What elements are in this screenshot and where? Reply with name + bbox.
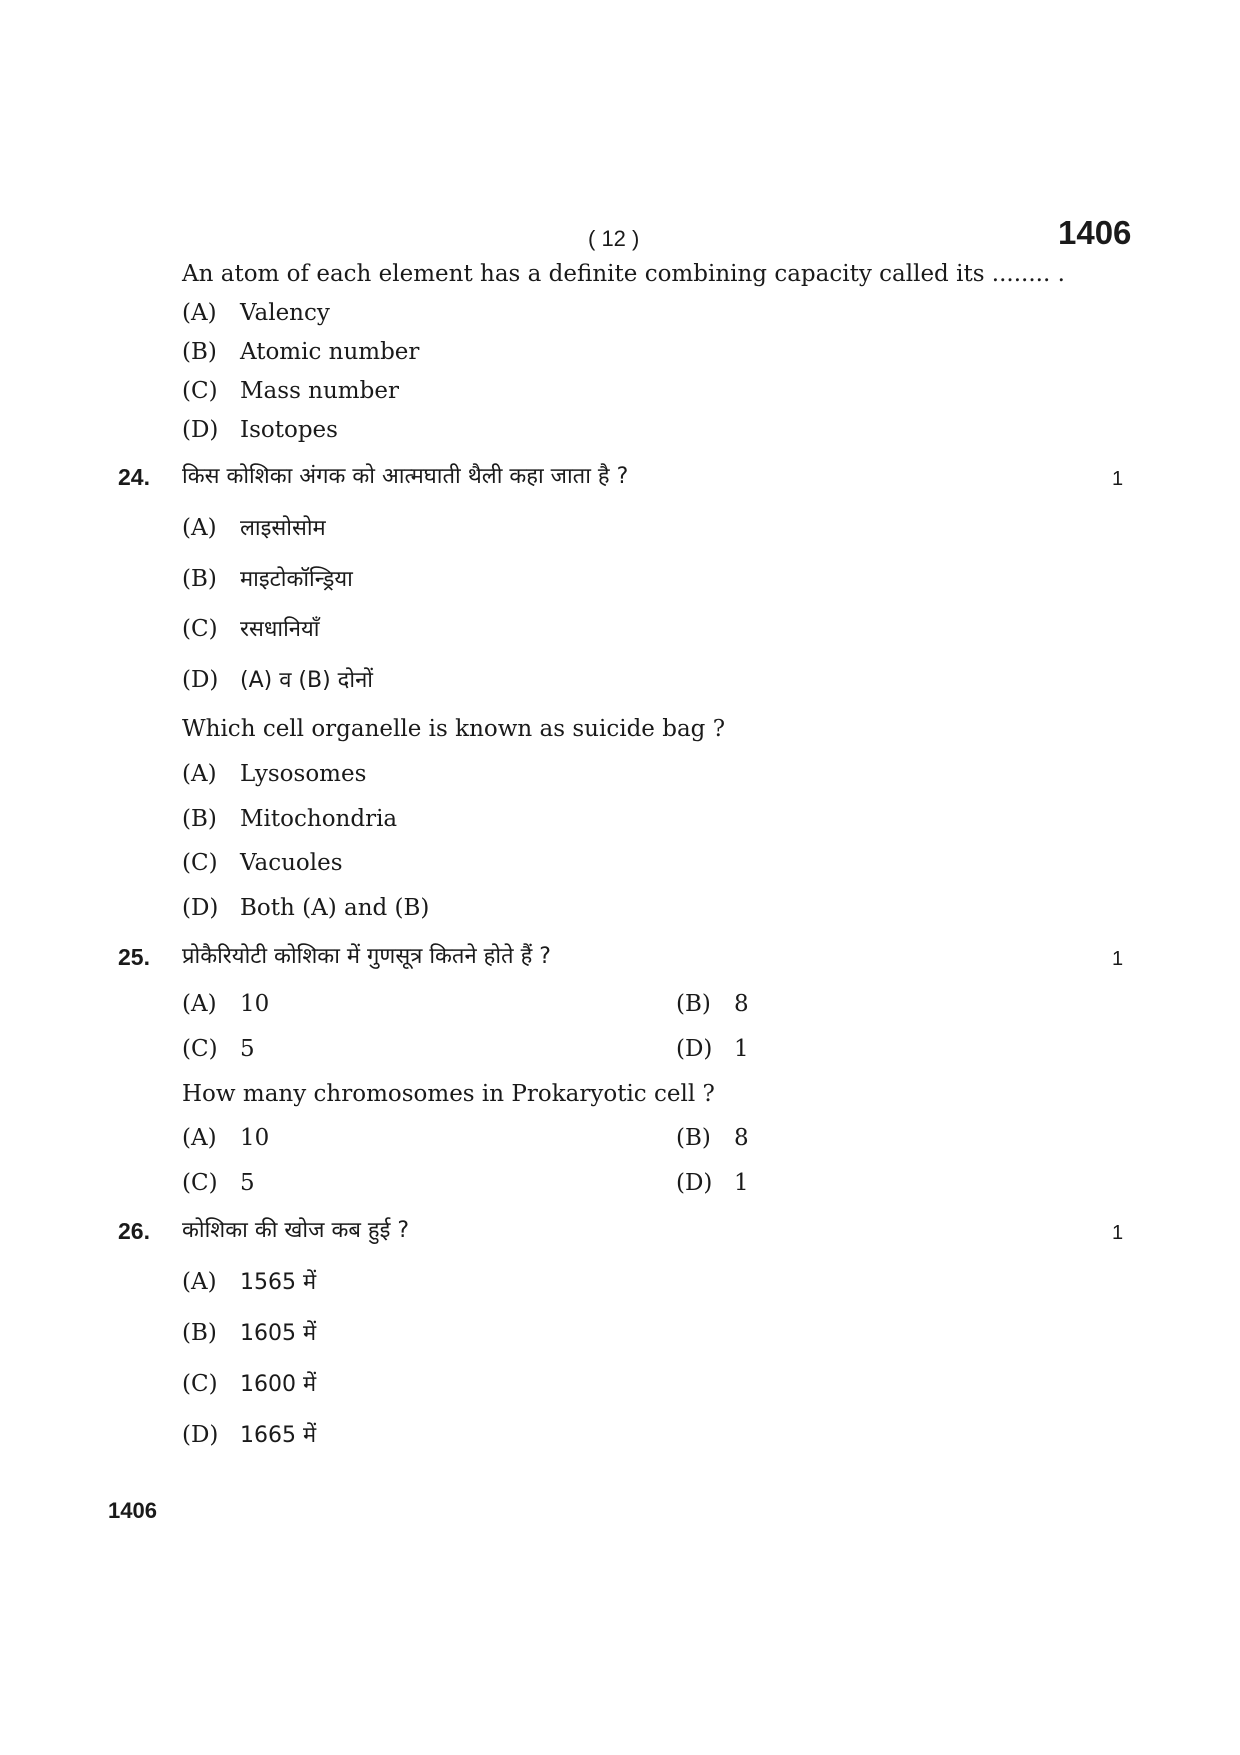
option-text: Lysosomes [240,761,367,787]
option-text: Atomic number [240,339,420,365]
q26-option-d [182,1420,316,1451]
option-text: 8 [734,1125,749,1151]
option-letter: (C) [182,1036,218,1062]
option-letter: (A) [182,1125,217,1151]
option-text: 1600 में [240,1372,317,1397]
question-25-number: 25. [118,944,150,970]
option-letter: (B) [182,339,217,365]
option-text: Vacuoles [240,850,343,876]
q23-option-c [182,376,399,406]
option-letter: (A) [182,991,217,1017]
option-text: Isotopes [240,417,338,443]
option-text: 5 [240,1036,255,1062]
option-text: 8 [734,991,749,1017]
option-letter: (C) [182,850,218,876]
option-text: 1 [734,1036,749,1062]
paper-code-header: 1406 [1058,214,1132,251]
option-text: रसधानियाँ [240,617,320,642]
option-text: 1 [734,1170,749,1196]
q25-english-option-b [676,1123,749,1153]
option-letter: (C) [182,616,218,642]
question-24-english: Which cell organelle is known as suicide bag ? [182,716,726,742]
option-text: 1605 में [240,1321,317,1346]
q26-option-a [182,1267,316,1298]
option-letter: (D) [676,1170,713,1196]
q23-option-d [182,415,338,445]
option-letter: (B) [182,1320,217,1346]
question-26-marks: 1 [1112,1222,1124,1244]
option-letter: (C) [182,378,218,404]
q23-option-b [182,337,419,367]
q26-option-c [182,1369,316,1400]
q24-hindi-option-c [182,614,319,645]
option-text: Valency [240,300,330,326]
option-text: Mass number [240,378,399,404]
option-letter: (A) [182,300,217,326]
option-letter: (C) [182,1170,218,1196]
q25-hindi-option-d [676,1034,749,1064]
question-24-marks: 1 [1112,468,1124,490]
option-letter: (D) [676,1036,713,1062]
q25-english-option-d [676,1168,749,1198]
q24-hindi-option-d [182,665,373,696]
q25-hindi-option-b [676,989,749,1019]
option-letter: (D) [182,895,219,921]
q26-option-b [182,1318,316,1349]
question-24-number: 24. [118,464,150,490]
q25-english-option-a [182,1123,269,1153]
option-text: 1665 में [240,1423,317,1448]
option-letter: (B) [182,806,217,832]
option-text: Mitochondria [240,806,398,832]
option-letter: (C) [182,1371,218,1397]
q24-hindi-option-a [182,513,326,544]
q25-hindi-option-a [182,989,269,1019]
q23-option-a [182,298,330,328]
option-letter: (B) [676,991,711,1017]
option-letter: (B) [676,1125,711,1151]
option-text: 10 [240,991,270,1017]
option-letter: (A) [182,1269,217,1295]
q24-english-option-a [182,759,366,789]
q24-english-option-c [182,848,343,878]
question-25-english: How many chromosomes in Prokaryotic cell ? [182,1081,715,1107]
option-letter: (D) [182,1422,219,1448]
paper-code-footer: 1406 [108,1498,157,1523]
option-text: (A) व (B) दोनों [240,668,373,693]
question-25-marks: 1 [1112,948,1124,970]
option-letter: (A) [182,515,217,541]
question-23-text: An atom of each element has a definite combining capacity called its ........ . [182,261,1065,287]
q24-english-option-b [182,804,397,834]
question-26-number: 26. [118,1218,150,1244]
page-number: ( 12 ) [588,226,640,251]
q25-hindi-option-c [182,1034,255,1064]
option-letter: (D) [182,417,219,443]
option-letter: (D) [182,667,219,693]
q24-hindi-option-b [182,564,353,595]
question-24-hindi: किस कोशिका अंगक को आत्मघाती थैली कहा जाता है ? [182,464,629,489]
option-letter: (A) [182,761,217,787]
option-text: 5 [240,1170,255,1196]
option-text: 1565 में [240,1270,317,1295]
q25-english-option-c [182,1168,255,1198]
option-text: Both (A) and (B) [240,895,430,921]
option-text: माइटोकॉन्ड्रिया [240,567,353,592]
option-text: 10 [240,1125,270,1151]
q24-english-option-d [182,893,429,923]
option-letter: (B) [182,566,217,592]
option-text: लाइसोसोम [240,516,326,541]
question-25-hindi: प्रोकैरियोटी कोशिका में गुणसूत्र कितने होते हैं ? [182,944,551,969]
question-26-hindi: कोशिका की खोज कब हुई ? [182,1218,410,1243]
